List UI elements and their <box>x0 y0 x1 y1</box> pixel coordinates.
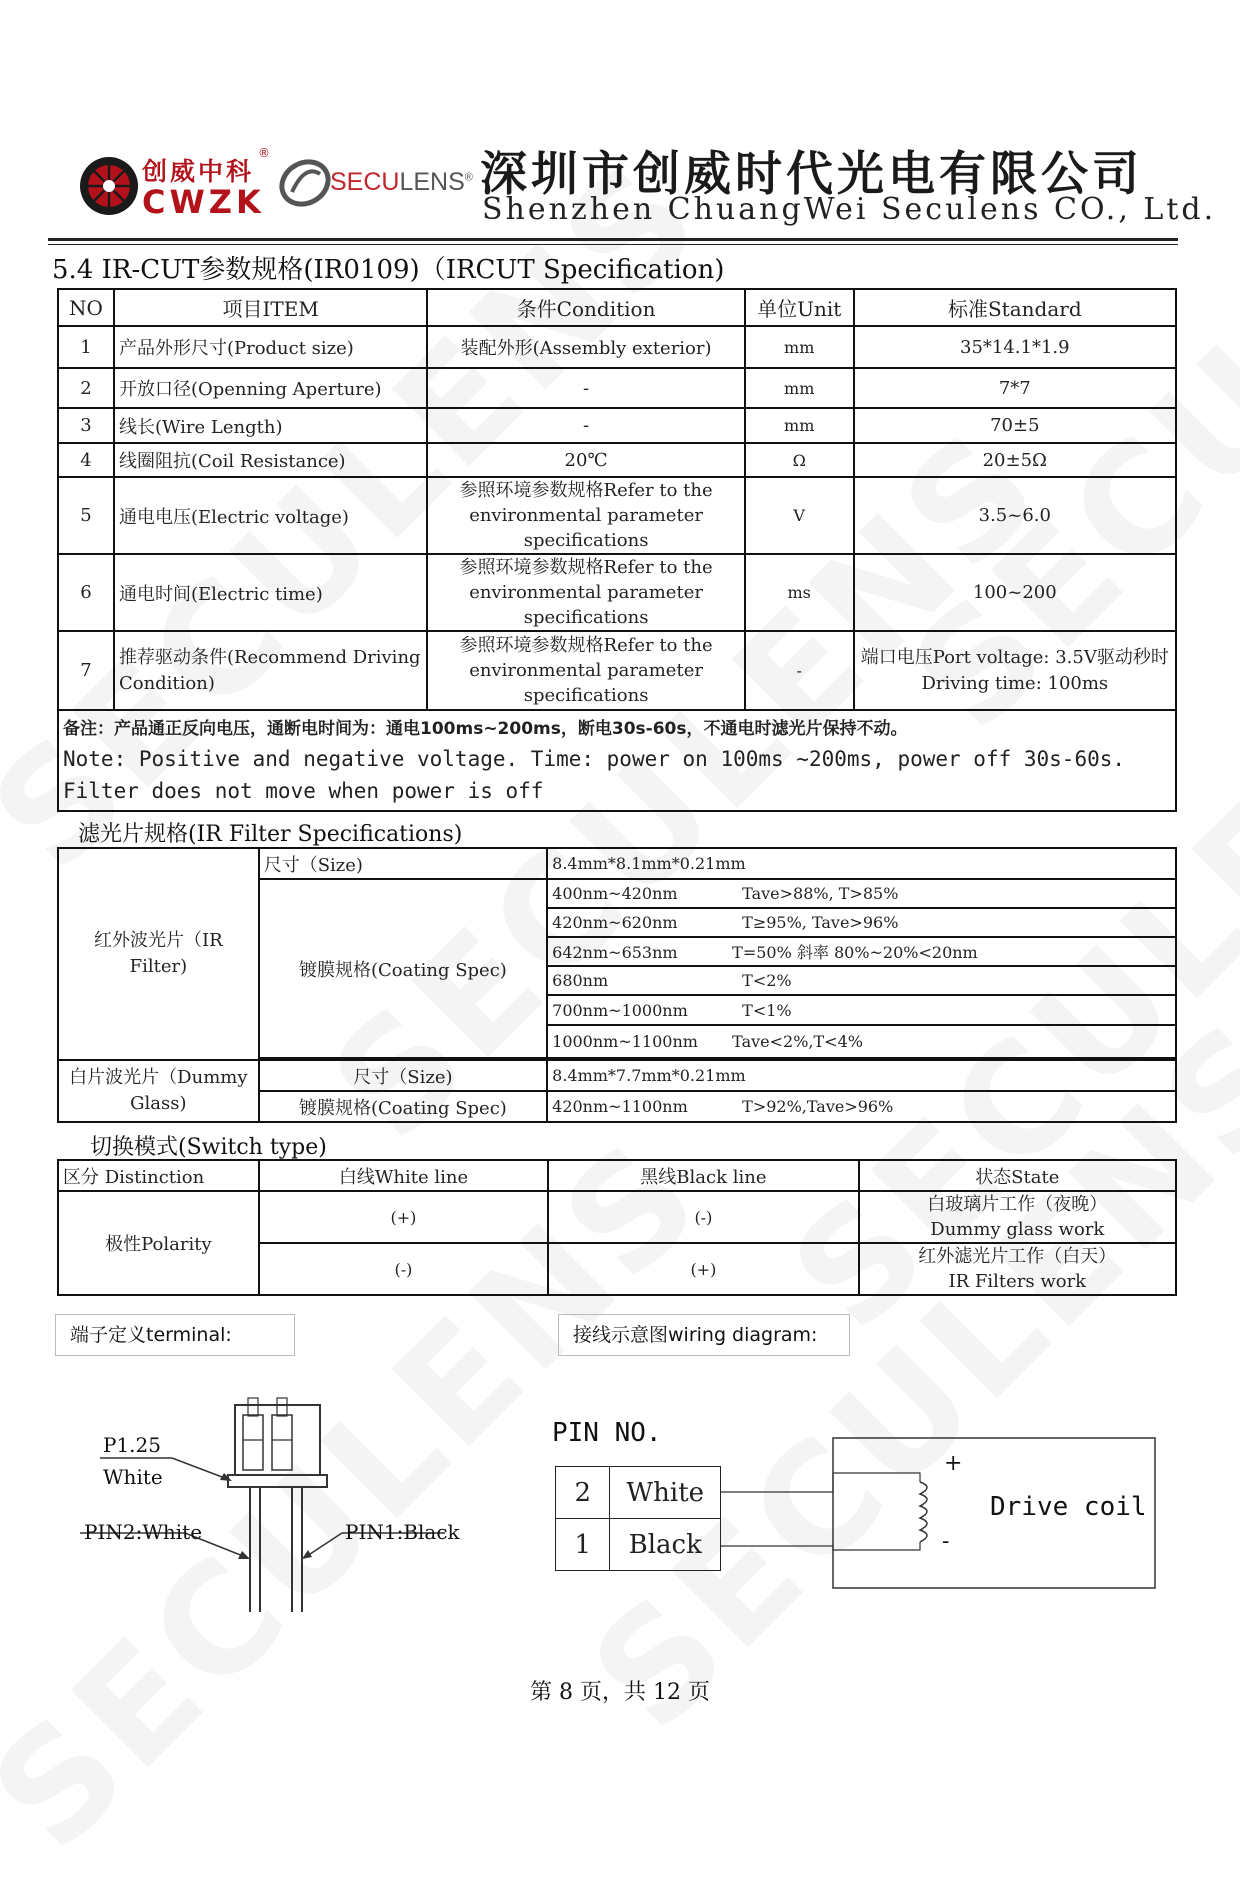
terminal-p125: P1.25 <box>103 1433 161 1457</box>
coating-value: T=50% 斜率 80%~20%<20nm <box>732 943 978 962</box>
row-unit: ms <box>745 554 854 631</box>
note-cn: 备注：产品通正反向电压，通断电时间为：通电100ms~200ms，断电30s-60s，不通电时滤光片保持不动。 <box>63 719 908 739</box>
row-no: 2 <box>58 368 114 408</box>
row-unit: V <box>745 477 854 554</box>
row-no: 3 <box>58 408 114 443</box>
section-title: 5.4 IR-CUT参数规格(IR0109)（IRCUT Specification) <box>52 255 725 285</box>
spec-table <box>57 288 1177 812</box>
coating-range: 420nm~620nm <box>552 913 678 932</box>
drive-coil-label: Drive coil <box>990 1492 1147 1522</box>
black-polarity: (-) <box>548 1191 858 1243</box>
col-header-distinction: 区分 Distinction <box>58 1160 259 1191</box>
row-unit: mm <box>745 326 854 368</box>
coating-row <box>547 966 1176 995</box>
filter-section-title: 滤光片规格(IR Filter Specifications) <box>78 822 463 847</box>
coating-value: T<1% <box>742 1000 792 1020</box>
coating-range: 400nm~420nm <box>552 884 678 903</box>
row-no: 4 <box>58 443 114 477</box>
coil-plus: + <box>944 1451 963 1476</box>
row-standard: 3.5~6.0 <box>854 477 1176 554</box>
row-item: 推荐驱动条件(Recommend Driving Condition) <box>114 631 427 710</box>
cwzk-logo-icon <box>78 155 140 217</box>
row-condition: 装配外形(Assembly exterior) <box>427 326 744 368</box>
terminal-box: 端子定义terminal: <box>55 1314 295 1356</box>
pin-number: 2 <box>556 1467 610 1519</box>
coating-value: Tave>88%, T>85% <box>742 884 899 903</box>
note-cell <box>58 710 1176 811</box>
coating-row <box>547 908 1176 937</box>
row-unit: Ω <box>745 443 854 477</box>
table-row <box>58 326 1176 368</box>
row-standard: 7*7 <box>854 368 1176 408</box>
coating-row <box>547 879 1176 908</box>
col-header-white-line: 白线White line <box>259 1160 548 1191</box>
col-header-condition: 条件Condition <box>427 289 744 326</box>
col-header-unit: 单位Unit <box>745 289 854 326</box>
table-row <box>58 554 1176 631</box>
note-en-1: Note: Positive and negative voltage. Time: power on 100ms ~200ms, power off 30s-60s. <box>63 747 1126 771</box>
row-condition: - <box>427 368 744 408</box>
coating-row <box>547 1091 1176 1122</box>
coating-range: 700nm~1000nm <box>552 1000 688 1020</box>
header-rule-thin <box>48 244 1178 245</box>
wiring-box: 接线示意图wiring diagram: <box>558 1314 850 1356</box>
registered-mark: ® <box>258 146 270 160</box>
row-standard: 端口电压Port voltage: 3.5V驱动秒时Driving time: 100ms <box>854 631 1176 710</box>
table-row <box>58 368 1176 408</box>
coating-range: 1000nm~1100nm <box>552 1032 698 1051</box>
pin-number: 1 <box>556 1519 610 1571</box>
coating-range: 642nm~653nm <box>552 943 678 962</box>
col-header-no: NO <box>58 289 114 326</box>
dummy-coating-label: 镀膜规格(Coating Spec) <box>259 1091 547 1122</box>
dummy-glass-label: 白片波光片（Dummy Glass) <box>58 1060 259 1122</box>
col-header-item: 项目ITEM <box>114 289 427 326</box>
coating-value: T≥95%, Tave>96% <box>742 913 899 932</box>
table-row <box>58 631 1176 710</box>
header-rule <box>48 238 1178 241</box>
coating-row <box>547 937 1176 966</box>
logo-cn: 创威中科 <box>142 157 255 186</box>
row-standard: 70±5 <box>854 408 1176 443</box>
row-no: 1 <box>58 326 114 368</box>
row-item: 线长(Wire Length) <box>114 408 427 443</box>
col-header-state: 状态State <box>859 1160 1176 1191</box>
row-unit: mm <box>745 368 854 408</box>
row-condition: - <box>427 408 744 443</box>
coil-minus: - <box>942 1529 950 1554</box>
row-no: 5 <box>58 477 114 554</box>
table-row <box>58 477 1176 554</box>
row-no: 6 <box>58 554 114 631</box>
row-standard: 35*14.1*1.9 <box>854 326 1176 368</box>
pin-color: Black <box>610 1519 721 1571</box>
seculens-logo-icon <box>278 156 332 210</box>
row-unit: mm <box>745 408 854 443</box>
coating-range: 680nm <box>552 971 609 990</box>
row-condition: 参照环境参数规格Refer to the environmental parameter specifications <box>427 477 744 554</box>
terminal-pin1: PIN1:Black <box>345 1520 460 1544</box>
row-no: 7 <box>58 631 114 710</box>
dummy-size-value: 8.4mm*7.7mm*0.21mm <box>547 1060 1176 1091</box>
table-row <box>58 408 1176 443</box>
dummy-size-label: 尺寸（Size) <box>259 1060 547 1091</box>
terminal-pin2: PIN2:White <box>84 1520 203 1544</box>
note-en-2: Filter does not move when power is off <box>63 779 544 803</box>
company-name-cn: 深圳市创威时代光电有限公司 <box>480 147 1143 202</box>
page-footer: 第 8 页，共 12 页 <box>530 1680 710 1705</box>
coating-value: Tave<2%,T<4% <box>732 1032 863 1051</box>
row-item: 通电时间(Electric time) <box>114 554 427 631</box>
coating-value: T<2% <box>742 971 792 990</box>
coating-row <box>547 995 1176 1025</box>
state-en: IR Filters work <box>948 1271 1087 1292</box>
polarity-label: 极性Polarity <box>58 1191 259 1295</box>
state-cn: 白玻璃片工作（夜晚） <box>927 1194 1108 1215</box>
ir-coating-label: 镀膜规格(Coating Spec) <box>259 879 547 1058</box>
note-row <box>58 710 1176 811</box>
row-item: 通电电压(Electric voltage) <box>114 477 427 554</box>
table-row <box>58 443 1176 477</box>
ir-size-label: 尺寸（Size) <box>259 848 547 879</box>
ir-size-value: 8.4mm*8.1mm*0.21mm <box>547 848 1176 879</box>
state-en: Dummy glass work <box>930 1219 1105 1240</box>
col-header-standard: 标准Standard <box>854 289 1176 326</box>
state-cell <box>859 1243 1176 1295</box>
black-polarity: (+) <box>548 1243 858 1295</box>
pin-no-label: PIN NO. <box>552 1418 662 1448</box>
row-unit: - <box>745 631 854 710</box>
filter-table <box>57 847 1177 1123</box>
company-name-en: Shenzhen ChuangWei Seculens CO., Ltd. <box>482 192 1217 227</box>
ir-filter-label: 红外波光片（IR Filter) <box>58 848 259 1060</box>
terminal-white: White <box>103 1465 163 1489</box>
logo-en: CWZK <box>142 183 265 221</box>
state-cell <box>859 1191 1176 1243</box>
coating-value: T>92%,Tave>96% <box>742 1097 894 1116</box>
coating-row <box>547 1025 1176 1058</box>
pin-color: White <box>610 1467 721 1519</box>
row-condition: 参照环境参数规格Refer to the environmental parameter specifications <box>427 631 744 710</box>
switch-table <box>57 1159 1177 1296</box>
row-item: 线圈阻抗(Coil Resistance) <box>114 443 427 477</box>
white-polarity: (-) <box>259 1243 548 1295</box>
seculens-wordmark: SECULENS® <box>330 168 473 196</box>
white-polarity: (+) <box>259 1191 548 1243</box>
row-item: 产品外形尺寸(Product size) <box>114 326 427 368</box>
switch-section-title: 切换模式(Switch type) <box>90 1135 327 1160</box>
row-condition: 20℃ <box>427 443 744 477</box>
row-standard: 20±5Ω <box>854 443 1176 477</box>
table-header-row <box>58 289 1176 326</box>
terminal-connector-diagram <box>60 1380 480 1620</box>
state-cn: 红外滤光片工作（白天） <box>918 1246 1117 1267</box>
row-standard: 100~200 <box>854 554 1176 631</box>
col-header-black-line: 黑线Black line <box>548 1160 858 1191</box>
row-item: 开放口径(Openning Aperture) <box>114 368 427 408</box>
pin-table <box>555 1466 721 1571</box>
row-condition: 参照环境参数规格Refer to the environmental parameter specifications <box>427 554 744 631</box>
coating-range: 420nm~1100nm <box>552 1097 688 1116</box>
